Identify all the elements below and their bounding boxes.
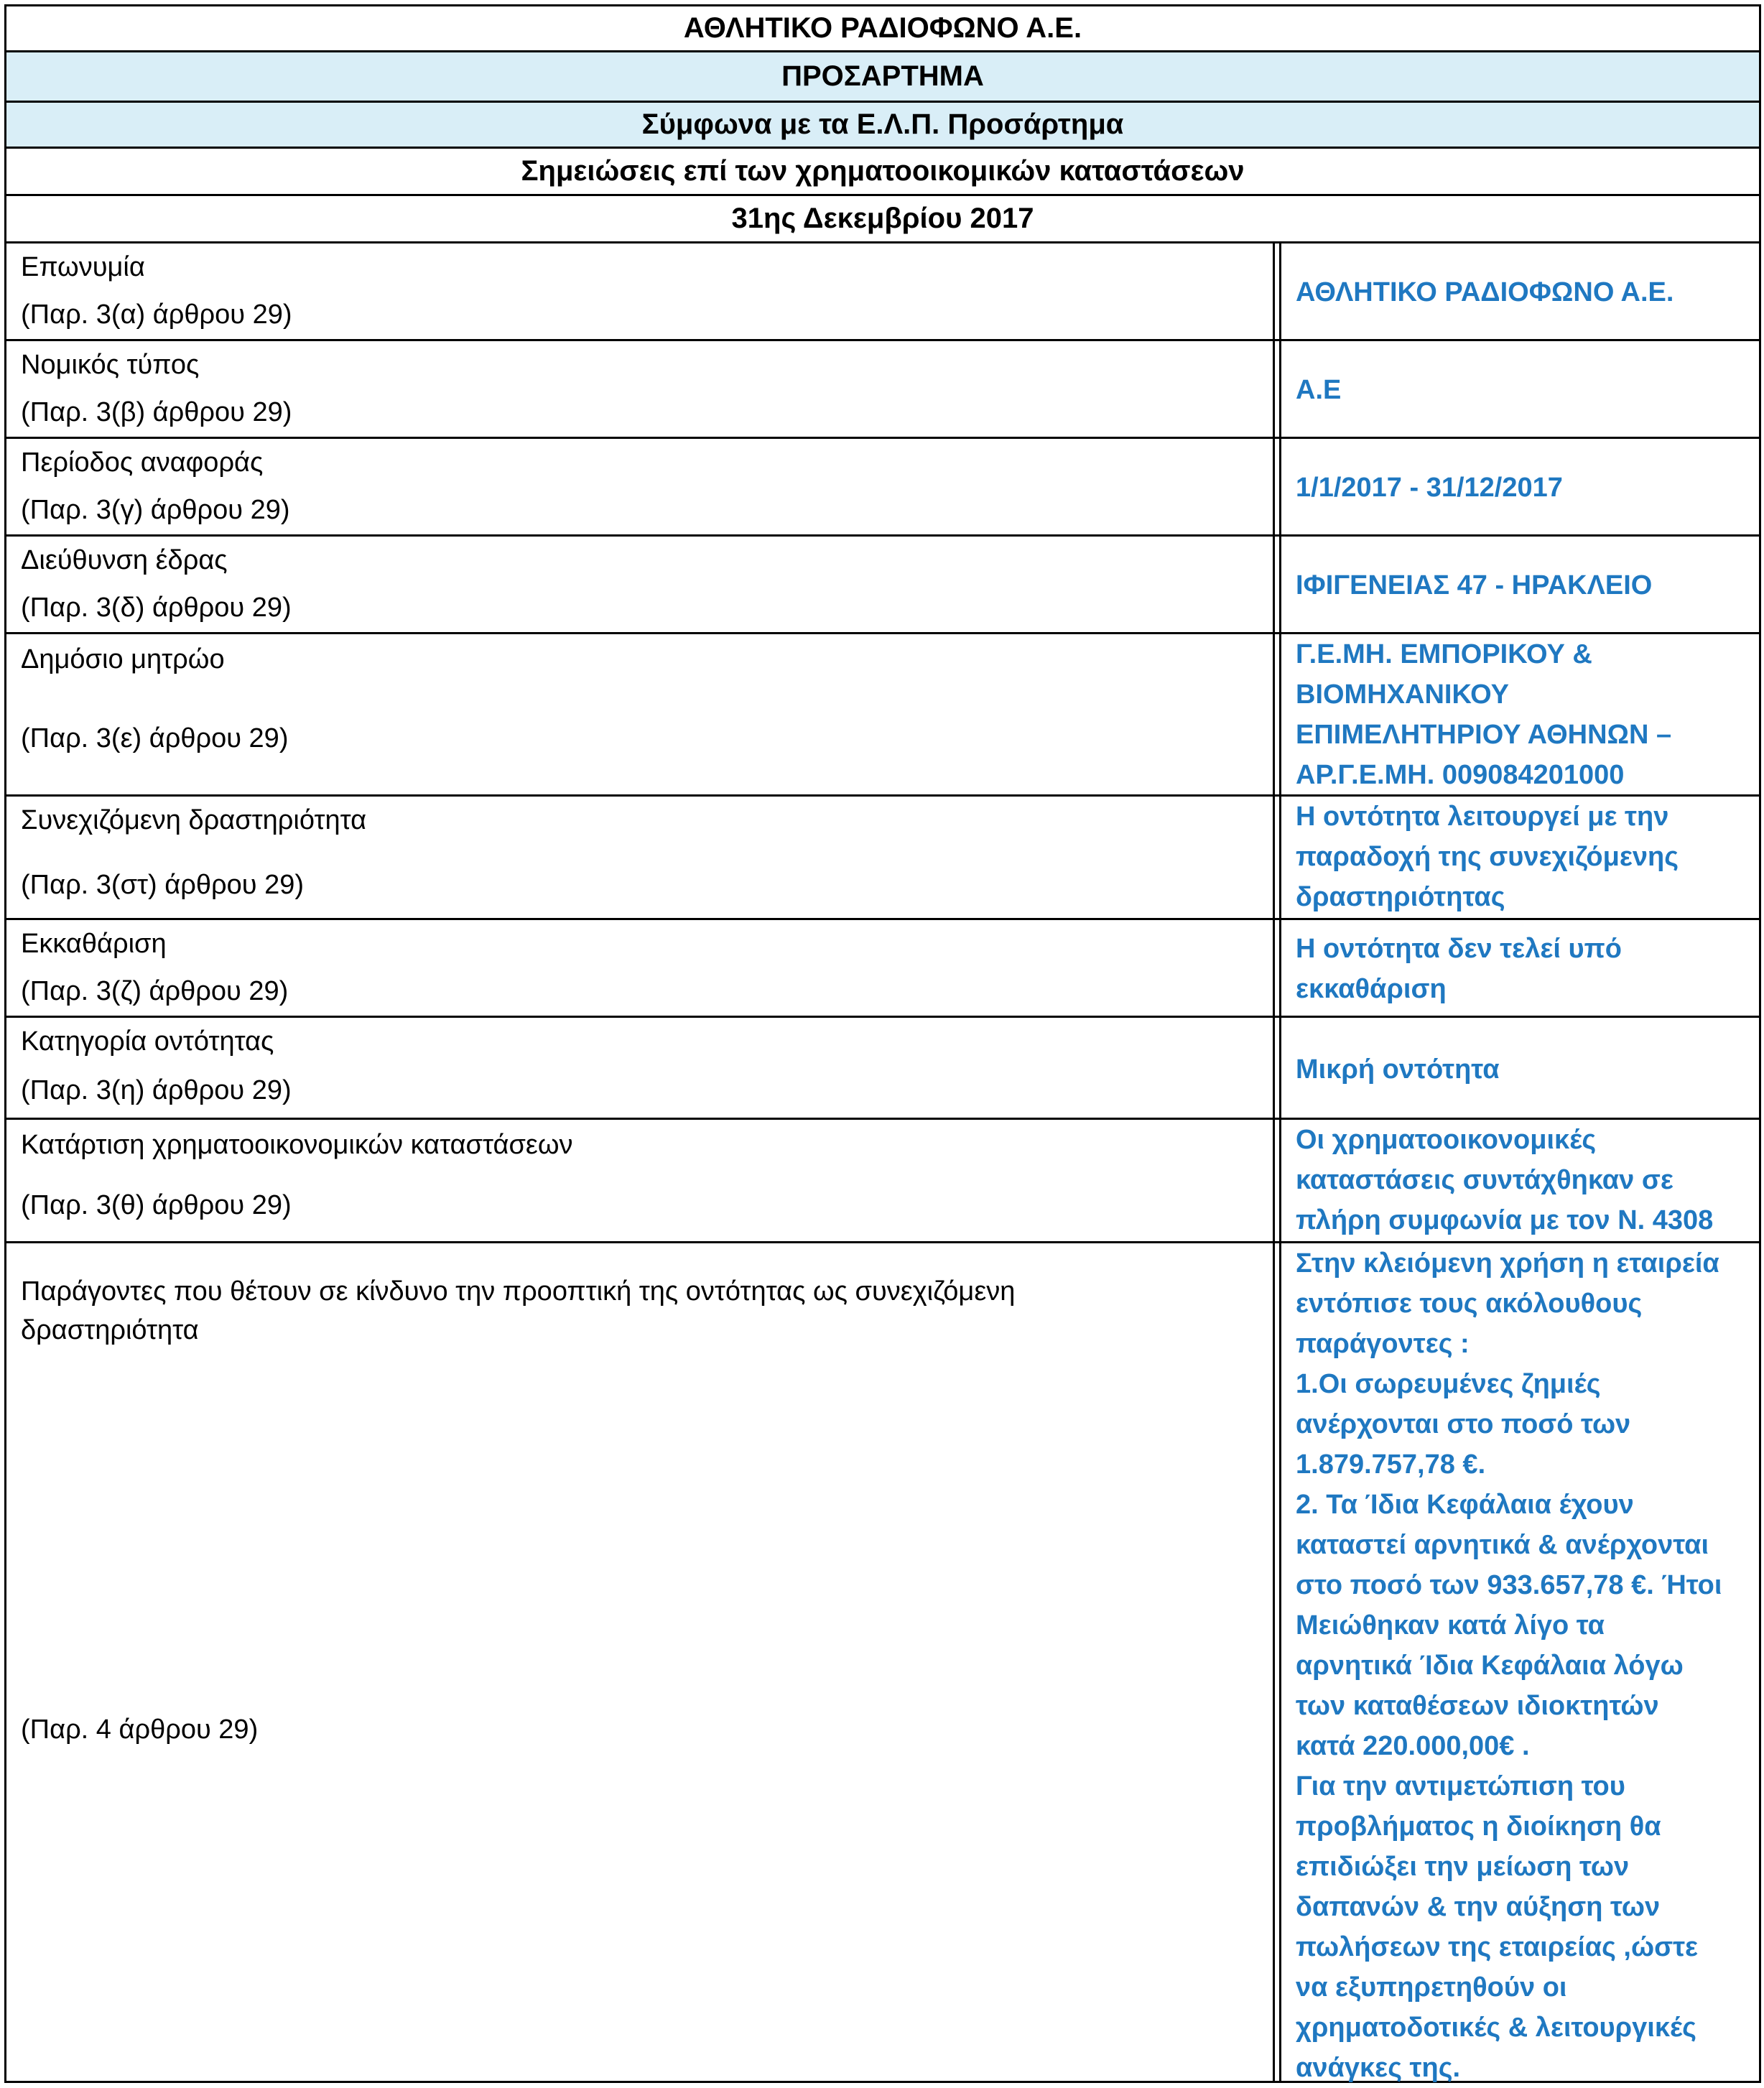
row-label: Παράγοντες που θέτουν σε κίνδυνο την προοπτική της οντότητας ως συνεχιζόμενη δραστηριότητα — [21, 1276, 1016, 1345]
table-row — [6, 1243, 1759, 2081]
row-value: ΙΦΙΓΕΝΕΙΑΣ 47 - ΗΡΑΚΛΕΙΟ — [1296, 570, 1653, 600]
table-row — [6, 920, 1759, 1018]
row-ref: (Παρ. 3(ζ) άρθρου 29) — [21, 976, 289, 1006]
row-ref: (Παρ. 4 άρθρου 29) — [21, 1715, 259, 1745]
table-row — [6, 537, 1759, 634]
row-label: Περίοδος αναφοράς — [21, 447, 264, 478]
header-subtitle — [6, 149, 1759, 196]
row-label-cell — [6, 341, 1275, 437]
row-label-cell — [6, 537, 1275, 632]
row-ref: (Παρ. 3(β) άρθρου 29) — [21, 397, 292, 427]
table-row — [6, 341, 1759, 439]
row-ref: (Παρ. 3(δ) άρθρου 29) — [21, 593, 292, 623]
row-value: ΑΘΛΗΤΙΚΟ ΡΑΔΙΟΦΩΝΟ Α.Ε. — [1296, 277, 1674, 307]
row-label-cell — [6, 1243, 1275, 2081]
standard-title: Σύμφωνα με τα Ε.Λ.Π. Προσάρτημα — [641, 108, 1124, 140]
row-label-cell — [6, 439, 1275, 534]
row-label: Συνεχιζόμενη δραστηριότητα — [21, 805, 367, 835]
table-row — [6, 439, 1759, 537]
notes-table — [4, 4, 1761, 2083]
header-annex — [6, 52, 1759, 103]
row-label: Δημόσιο μητρώο — [21, 644, 225, 674]
annex-title: ΠΡΟΣΑΡΤΗΜΑ — [781, 60, 984, 92]
row-label: Κατηγορία οντότητας — [21, 1026, 274, 1057]
table-row — [6, 1120, 1759, 1243]
row-label-cell — [6, 797, 1275, 918]
header-standard — [6, 103, 1759, 149]
header-date — [6, 196, 1759, 243]
row-value: Η οντότητα λειτουργεί με την παραδοχή της συνεχιζόμενης δραστηριότητας — [1296, 802, 1679, 912]
row-value: Γ.Ε.ΜΗ. ΕΜΠΟΡΙΚΟΥ & ΒΙΟΜΗΧΑΝΙΚΟΥ ΕΠΙΜΕΛΗΤΗΡΙΟΥ ΑΘΗΝΩΝ – ΑΡ.Γ.Ε.ΜΗ. 009084201000 — [1296, 639, 1672, 790]
row-ref: (Παρ. 3(ε) άρθρου 29) — [21, 723, 289, 753]
row-value: Οι χρηματοοικονομικές καταστάσεις συντάχθηκαν σε πλήρη συμφωνία με τον Ν. 4308 — [1296, 1125, 1714, 1235]
row-label: Νομικός τύπος — [21, 350, 200, 380]
date-text: 31ης Δεκεμβρίου 2017 — [731, 203, 1034, 234]
row-label: Εκκαθάριση — [21, 929, 167, 959]
row-label: Κατάρτιση χρηματοοικονομικών καταστάσεων — [21, 1130, 573, 1160]
row-ref: (Παρ. 3(γ) άρθρου 29) — [21, 495, 290, 525]
row-label-cell — [6, 1120, 1275, 1241]
table-row — [6, 634, 1759, 797]
row-value-cell — [1279, 797, 1759, 918]
row-value-cell — [1279, 341, 1759, 437]
row-value-cell — [1279, 920, 1759, 1016]
row-value-cell — [1279, 537, 1759, 632]
row-value-cell — [1279, 634, 1759, 794]
row-label: Επωνυμία — [21, 252, 145, 282]
row-value-cell — [1279, 439, 1759, 534]
row-value: Μικρή οντότητα — [1296, 1054, 1500, 1085]
row-ref: (Παρ. 3(θ) άρθρου 29) — [21, 1190, 292, 1220]
table-row — [6, 1018, 1759, 1120]
row-value-cell — [1279, 1120, 1759, 1241]
row-value-cell — [1279, 1018, 1759, 1118]
row-ref: (Παρ. 3(α) άρθρου 29) — [21, 300, 292, 330]
subtitle-text: Σημειώσεις επί των χρηματοοικομικών καταστάσεων — [521, 155, 1245, 187]
row-value-cell — [1279, 243, 1759, 339]
row-value: Στην κλειόμενη χρήση η εταιρεία εντόπισε τους ακόλουθους παράγοντες : 1.Οι σωρευμένες ζημιές ανέρχονται στο ποσό των 1.879.757,78 €. 2. Τα Ίδια Κεφάλαια έχουν καταστεί αρνητικά & ανέρχονται στο ποσό των 933.657,78 €. Ήτοι Μειώθηκαν κατά λίγο τα αρνητικά Ίδια Κεφάλαια λόγω των καταθέσεων ιδιοκτητών κατά 220.000,00€ . Για την αντιμετώπιση του προβλήματος η διοίκηση θα επιδιώξει την μείωση των δαπανών & την αύξηση των πωλήσεων της εταιρείας ,ώστε να εξυπηρετηθούν οι χρηματοδοτικές & λειτουργικές ανάγκες της. — [1296, 1248, 1722, 2083]
company-title: ΑΘΛΗΤΙΚΟ ΡΑΔΙΟΦΩΝΟ Α.Ε. — [683, 12, 1082, 44]
row-value-cell — [1279, 1243, 1759, 2081]
row-label-cell — [6, 1018, 1275, 1118]
row-label-cell — [6, 243, 1275, 339]
row-value: 1/1/2017 - 31/12/2017 — [1296, 473, 1563, 503]
row-ref: (Παρ. 3(η) άρθρου 29) — [21, 1075, 292, 1105]
header-company — [6, 6, 1759, 52]
row-label-cell — [6, 920, 1275, 1016]
row-value: Η οντότητα δεν τελεί υπό εκκαθάριση — [1296, 934, 1622, 1004]
row-ref: (Παρ. 3(στ) άρθρου 29) — [21, 870, 304, 900]
row-value: Α.Ε — [1296, 375, 1342, 405]
row-label: Διεύθυνση έδρας — [21, 545, 228, 575]
table-row — [6, 243, 1759, 341]
table-row — [6, 797, 1759, 920]
row-label-cell — [6, 634, 1275, 794]
